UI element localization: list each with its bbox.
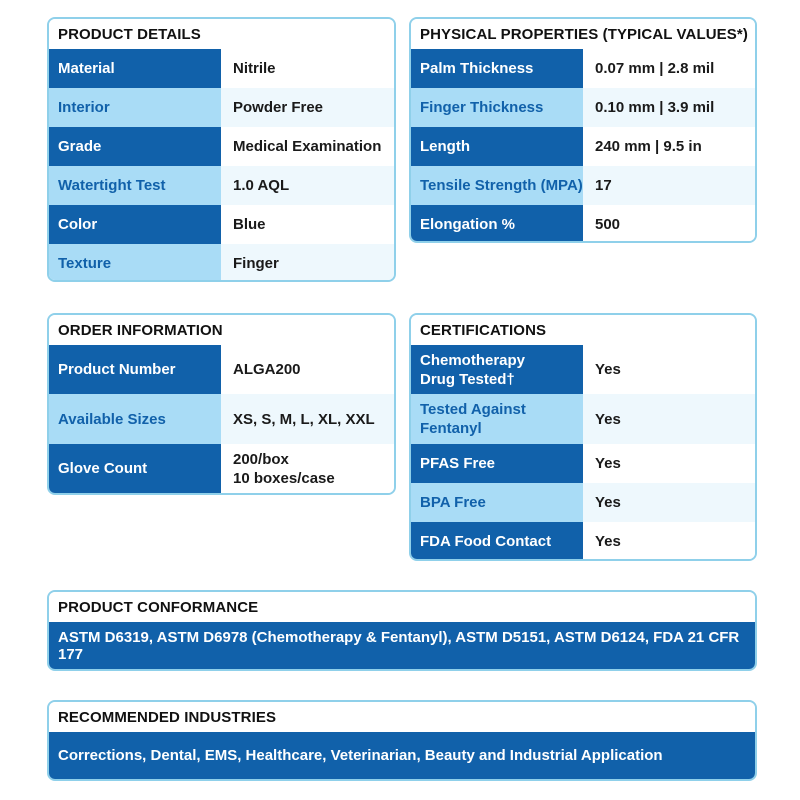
row-label: Texture xyxy=(49,244,221,282)
table-row xyxy=(49,444,394,493)
order-information-title: ORDER INFORMATION xyxy=(49,315,394,345)
product-details-panel xyxy=(47,17,396,282)
row-value: Powder Free xyxy=(221,88,394,127)
table-row xyxy=(411,166,755,205)
value-line: 200/box xyxy=(233,450,289,468)
row-value: Yes xyxy=(583,522,755,561)
table-row xyxy=(411,522,755,561)
table-row xyxy=(411,444,755,483)
row-value: ALGA200 xyxy=(221,345,394,394)
table-row xyxy=(411,88,755,127)
row-value: Blue xyxy=(221,205,394,244)
row-value: XS, S, M, L, XL, XXL xyxy=(221,394,394,444)
row-value: 1.0 AQL xyxy=(221,166,394,205)
row-value: Medical Examination xyxy=(221,127,394,166)
physical-properties-title: PHYSICAL PROPERTIES (TYPICAL VALUES*) xyxy=(411,19,755,49)
row-label xyxy=(411,394,583,444)
row-label: Tensile Strength (MPA) xyxy=(411,166,583,205)
physical-properties-panel xyxy=(409,17,757,243)
row-value: 500 xyxy=(583,205,755,243)
table-row xyxy=(411,49,755,88)
row-value: 240 mm | 9.5 in xyxy=(583,127,755,166)
row-label: Finger Thickness xyxy=(411,88,583,127)
product-conformance-text: ASTM D6319, ASTM D6978 (Chemotherapy & Fentanyl), ASTM D5151, ASTM D6124, FDA 21 CFR 177 xyxy=(49,622,755,669)
row-label: Available Sizes xyxy=(49,394,221,444)
table-row xyxy=(49,166,394,205)
product-conformance-title: PRODUCT CONFORMANCE xyxy=(49,592,755,622)
table-row xyxy=(411,345,755,394)
row-value: Nitrile xyxy=(221,49,394,88)
recommended-industries-title: RECOMMENDED INDUSTRIES xyxy=(49,702,755,732)
table-row xyxy=(49,127,394,166)
label-line: Drug Tested† xyxy=(420,370,515,388)
row-value: Yes xyxy=(583,483,755,522)
row-label: PFAS Free xyxy=(411,444,583,483)
row-value: Yes xyxy=(583,444,755,483)
table-row xyxy=(49,88,394,127)
value-line: 10 boxes/case xyxy=(233,469,335,487)
table-row xyxy=(49,49,394,88)
row-value: Yes xyxy=(583,345,755,394)
row-value: 17 xyxy=(583,166,755,205)
table-row xyxy=(411,127,755,166)
order-information-panel xyxy=(47,313,396,495)
row-label: Grade xyxy=(49,127,221,166)
table-row xyxy=(49,205,394,244)
row-label: Palm Thickness xyxy=(411,49,583,88)
row-value: Yes xyxy=(583,394,755,444)
row-label: Elongation % xyxy=(411,205,583,243)
row-label xyxy=(411,345,583,394)
table-row xyxy=(411,483,755,522)
label-line: Tested Against xyxy=(420,401,526,418)
certifications-panel xyxy=(409,313,757,561)
product-details-title: PRODUCT DETAILS xyxy=(49,19,394,49)
row-label: Glove Count xyxy=(49,444,221,493)
row-label: FDA Food Contact xyxy=(411,522,583,561)
row-label: Product Number xyxy=(49,345,221,394)
row-label: Watertight Test xyxy=(49,166,221,205)
row-label: Length xyxy=(411,127,583,166)
row-label: Color xyxy=(49,205,221,244)
table-row xyxy=(411,205,755,243)
table-row xyxy=(49,345,394,394)
row-value: 0.10 mm | 3.9 mil xyxy=(583,88,755,127)
certifications-title: CERTIFICATIONS xyxy=(411,315,755,345)
row-value: 0.07 mm | 2.8 mil xyxy=(583,49,755,88)
table-row xyxy=(49,394,394,444)
table-row xyxy=(411,394,755,444)
row-label: BPA Free xyxy=(411,483,583,522)
recommended-industries-text: Corrections, Dental, EMS, Healthcare, Veterinarian, Beauty and Industrial Application xyxy=(49,732,755,779)
table-row xyxy=(49,244,394,282)
label-line: Chemotherapy xyxy=(420,351,526,369)
product-conformance-panel xyxy=(47,590,757,671)
row-label: Material xyxy=(49,49,221,88)
row-value xyxy=(221,444,394,493)
row-label: Interior xyxy=(49,88,221,127)
row-value: Finger xyxy=(221,244,394,282)
recommended-industries-panel xyxy=(47,700,757,781)
label-line: Fentanyl xyxy=(420,420,482,437)
